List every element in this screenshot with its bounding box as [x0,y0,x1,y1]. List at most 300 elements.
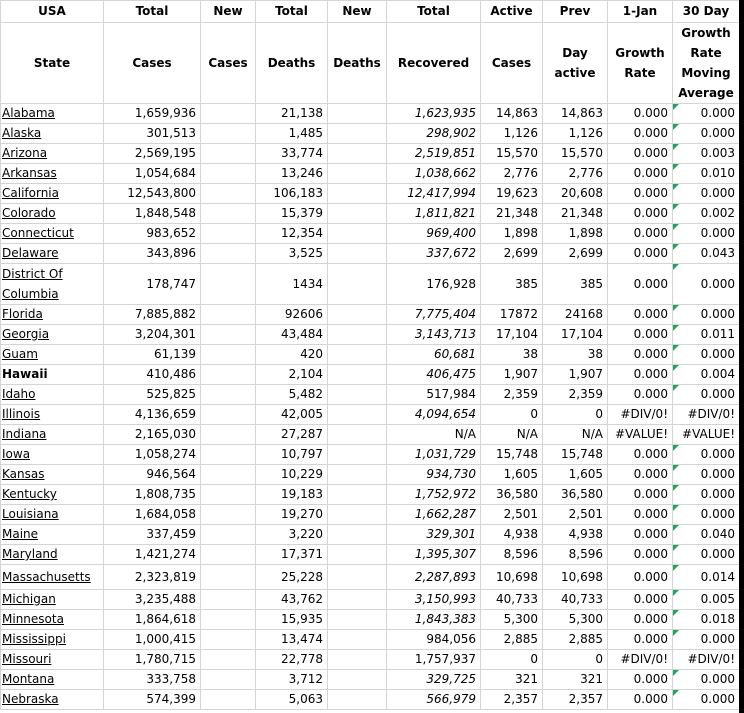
ma-cell[interactable]: 0.002 [673,204,740,224]
new-deaths-cell[interactable] [328,184,387,204]
total-cases-cell[interactable]: 2,323,819 [104,565,201,590]
active-cell[interactable]: 36,580 [481,485,543,505]
ma-cell[interactable]: 0.000 [673,465,740,485]
new-cases-cell[interactable] [201,264,256,305]
col-prev-day-active-header-top[interactable]: Prev [543,1,608,23]
new-deaths-cell[interactable] [328,545,387,565]
state-link[interactable]: California [2,186,59,200]
total-cases-cell[interactable]: 1,808,735 [104,485,201,505]
prev-cell[interactable]: 2,885 [543,630,608,650]
new-cases-cell[interactable] [201,244,256,264]
growth-cell[interactable]: 0.000 [608,144,673,164]
total-deaths-cell[interactable]: 1,485 [256,124,328,144]
prev-cell[interactable]: 2,359 [543,385,608,405]
recovered-cell[interactable]: 337,672 [387,244,481,264]
recovered-cell[interactable]: 1,038,662 [387,164,481,184]
state-cell[interactable] [1,590,104,610]
new-deaths-cell[interactable] [328,365,387,385]
growth-cell[interactable]: 0.000 [608,565,673,590]
state-cell[interactable] [1,425,104,445]
state-cell[interactable] [1,465,104,485]
new-deaths-cell[interactable] [328,305,387,325]
state-cell[interactable] [1,144,104,164]
total-cases-cell[interactable]: 410,486 [104,365,201,385]
active-cell[interactable]: 15,570 [481,144,543,164]
new-cases-cell[interactable] [201,650,256,670]
total-deaths-cell[interactable]: 15,379 [256,204,328,224]
growth-cell[interactable]: 0.000 [608,325,673,345]
growth-cell[interactable]: 0.000 [608,124,673,144]
new-cases-cell[interactable] [201,525,256,545]
ma-cell[interactable]: 0.040 [673,525,740,545]
prev-cell[interactable]: 0 [543,405,608,425]
growth-cell[interactable]: 0.000 [608,104,673,124]
state-link[interactable]: Alabama [2,106,55,120]
ma-cell[interactable]: 0.000 [673,545,740,565]
total-cases-cell[interactable]: 3,235,488 [104,590,201,610]
growth-cell[interactable]: 0.000 [608,365,673,385]
prev-cell[interactable]: 1,907 [543,365,608,385]
new-deaths-cell[interactable] [328,690,387,710]
new-cases-cell[interactable] [201,610,256,630]
col-new-deaths-header-top[interactable]: New [328,1,387,23]
recovered-cell[interactable]: 1,031,729 [387,445,481,465]
ma-cell[interactable]: 0.004 [673,365,740,385]
state-cell[interactable] [1,204,104,224]
new-deaths-cell[interactable] [328,385,387,405]
ma-cell[interactable]: 0.000 [673,124,740,144]
prev-cell[interactable]: 1,126 [543,124,608,144]
total-cases-cell[interactable]: 301,513 [104,124,201,144]
col-active-cases-header-top[interactable]: Active [481,1,543,23]
prev-cell[interactable]: 385 [543,264,608,305]
prev-cell[interactable]: 15,570 [543,144,608,164]
total-deaths-cell[interactable]: 420 [256,345,328,365]
state-cell[interactable] [1,485,104,505]
active-cell[interactable]: 17872 [481,305,543,325]
new-cases-cell[interactable] [201,204,256,224]
recovered-cell[interactable]: 60,681 [387,345,481,365]
new-cases-cell[interactable] [201,445,256,465]
recovered-cell[interactable]: 2,519,851 [387,144,481,164]
growth-cell[interactable]: 0.000 [608,505,673,525]
recovered-cell[interactable]: 1,395,307 [387,545,481,565]
state-cell[interactable] [1,690,104,710]
col-total-deaths-header-top[interactable]: Total [256,1,328,23]
prev-cell[interactable]: 2,776 [543,164,608,184]
total-deaths-cell[interactable]: 3,525 [256,244,328,264]
active-cell[interactable]: 10,698 [481,565,543,590]
new-deaths-cell[interactable] [328,405,387,425]
state-cell[interactable] [1,365,104,385]
growth-cell[interactable]: 0.000 [608,184,673,204]
col-total-recovered-header[interactable]: Recovered [387,23,481,104]
state-link[interactable]: Nebraska [2,692,59,706]
active-cell[interactable]: 1,907 [481,365,543,385]
active-cell[interactable]: 14,863 [481,104,543,124]
state-cell[interactable] [1,345,104,365]
active-cell[interactable]: 17,104 [481,325,543,345]
state-cell[interactable] [1,565,104,590]
state-link[interactable]: Arizona [2,146,48,160]
growth-cell[interactable]: 0.000 [608,445,673,465]
ma-cell[interactable]: 0.000 [673,485,740,505]
new-deaths-cell[interactable] [328,264,387,305]
ma-cell[interactable]: 0.000 [673,630,740,650]
total-deaths-cell[interactable]: 2,104 [256,365,328,385]
new-deaths-cell[interactable] [328,505,387,525]
recovered-cell[interactable]: 934,730 [387,465,481,485]
growth-cell[interactable]: 0.000 [608,385,673,405]
prev-cell[interactable]: 321 [543,670,608,690]
col-active-cases-header[interactable]: Cases [481,23,543,104]
ma-cell[interactable]: 0.000 [673,264,740,305]
total-deaths-cell[interactable]: 106,183 [256,184,328,204]
ma-cell[interactable]: 0.005 [673,590,740,610]
recovered-cell[interactable]: 517,984 [387,385,481,405]
active-cell[interactable]: 8,596 [481,545,543,565]
active-cell[interactable]: 2,501 [481,505,543,525]
growth-cell[interactable]: 0.000 [608,264,673,305]
recovered-cell[interactable]: 1,662,287 [387,505,481,525]
total-cases-cell[interactable]: 12,543,800 [104,184,201,204]
col-new-deaths-header[interactable]: Deaths [328,23,387,104]
growth-cell[interactable]: 0.000 [608,545,673,565]
col-new-cases-header-top[interactable]: New [201,1,256,23]
new-deaths-cell[interactable] [328,244,387,264]
total-cases-cell[interactable]: 574,399 [104,690,201,710]
new-cases-cell[interactable] [201,305,256,325]
total-cases-cell[interactable]: 337,459 [104,525,201,545]
new-deaths-cell[interactable] [328,124,387,144]
ma-cell[interactable]: 0.000 [673,505,740,525]
new-cases-cell[interactable] [201,164,256,184]
state-link[interactable]: Indiana [2,427,47,441]
state-cell[interactable] [1,264,104,305]
prev-cell[interactable]: N/A [543,425,608,445]
new-cases-cell[interactable] [201,184,256,204]
ma-cell[interactable]: #VALUE! [673,425,740,445]
ma-cell[interactable]: #DIV/0! [673,650,740,670]
state-cell[interactable] [1,244,104,264]
prev-cell[interactable]: 4,938 [543,525,608,545]
total-deaths-cell[interactable]: 17,371 [256,545,328,565]
total-deaths-cell[interactable]: 10,229 [256,465,328,485]
recovered-cell[interactable]: 1,623,935 [387,104,481,124]
new-cases-cell[interactable] [201,630,256,650]
total-deaths-cell[interactable]: 27,287 [256,425,328,445]
total-deaths-cell[interactable]: 1434 [256,264,328,305]
prev-cell[interactable]: 40,733 [543,590,608,610]
new-cases-cell[interactable] [201,104,256,124]
active-cell[interactable]: 2,699 [481,244,543,264]
total-cases-cell[interactable]: 2,569,195 [104,144,201,164]
recovered-cell[interactable]: 566,979 [387,690,481,710]
col-total-cases-header-top[interactable]: Total [104,1,201,23]
prev-cell[interactable]: 10,698 [543,565,608,590]
new-cases-cell[interactable] [201,590,256,610]
new-deaths-cell[interactable] [328,630,387,650]
state-cell[interactable] [1,525,104,545]
recovered-cell[interactable]: 1,843,383 [387,610,481,630]
ma-cell[interactable]: 0.010 [673,164,740,184]
active-cell[interactable]: 385 [481,264,543,305]
state-link[interactable]: Iowa [2,447,31,461]
ma-cell[interactable]: 0.000 [673,670,740,690]
total-cases-cell[interactable]: 1,848,548 [104,204,201,224]
col-moving-average-header-top[interactable]: 30 Day [673,1,740,23]
new-deaths-cell[interactable] [328,425,387,445]
state-cell[interactable] [1,164,104,184]
state-link[interactable]: Massachusetts [2,569,91,584]
recovered-cell[interactable]: 3,143,713 [387,325,481,345]
ma-cell[interactable]: 0.018 [673,610,740,630]
col-total-cases-header[interactable]: Cases [104,23,201,104]
prev-cell[interactable]: 2,699 [543,244,608,264]
ma-cell[interactable]: 0.043 [673,244,740,264]
new-deaths-cell[interactable] [328,670,387,690]
new-cases-cell[interactable] [201,224,256,244]
active-cell[interactable]: 15,748 [481,445,543,465]
new-deaths-cell[interactable] [328,104,387,124]
active-cell[interactable]: 19,623 [481,184,543,204]
active-cell[interactable]: 2,359 [481,385,543,405]
state-cell[interactable] [1,124,104,144]
state-cell[interactable] [1,650,104,670]
state-link[interactable]: Maryland [2,547,58,561]
prev-cell[interactable]: 14,863 [543,104,608,124]
state-cell[interactable] [1,670,104,690]
prev-cell[interactable]: 2,357 [543,690,608,710]
state-cell[interactable] [1,184,104,204]
total-deaths-cell[interactable]: 25,228 [256,565,328,590]
total-deaths-cell[interactable]: 92606 [256,305,328,325]
growth-cell[interactable]: 0.000 [608,525,673,545]
total-cases-cell[interactable]: 946,564 [104,465,201,485]
total-cases-cell[interactable]: 1,054,684 [104,164,201,184]
ma-cell[interactable]: 0.000 [673,445,740,465]
growth-cell[interactable]: 0.000 [608,590,673,610]
total-cases-cell[interactable]: 333,758 [104,670,201,690]
new-cases-cell[interactable] [201,425,256,445]
state-cell[interactable] [1,385,104,405]
new-cases-cell[interactable] [201,325,256,345]
recovered-cell[interactable]: 1,757,937 [387,650,481,670]
new-cases-cell[interactable] [201,565,256,590]
recovered-cell[interactable]: 329,725 [387,670,481,690]
new-cases-cell[interactable] [201,124,256,144]
total-deaths-cell[interactable]: 22,778 [256,650,328,670]
new-deaths-cell[interactable] [328,224,387,244]
state-link[interactable]: Idaho [2,387,36,401]
new-cases-cell[interactable] [201,465,256,485]
prev-cell[interactable]: 15,748 [543,445,608,465]
col-growth-rate-header-top[interactable]: 1-Jan [608,1,673,23]
total-cases-cell[interactable]: 1,058,274 [104,445,201,465]
recovered-cell[interactable]: 7,775,404 [387,305,481,325]
active-cell[interactable]: N/A [481,425,543,445]
growth-cell[interactable]: 0.000 [608,465,673,485]
ma-cell[interactable]: 0.000 [673,345,740,365]
new-deaths-cell[interactable] [328,445,387,465]
new-deaths-cell[interactable] [328,345,387,365]
new-cases-cell[interactable] [201,690,256,710]
recovered-cell[interactable]: 4,094,654 [387,405,481,425]
recovered-cell[interactable]: 984,056 [387,630,481,650]
total-deaths-cell[interactable]: 10,797 [256,445,328,465]
state-cell[interactable] [1,405,104,425]
total-deaths-cell[interactable]: 43,762 [256,590,328,610]
state-cell[interactable] [1,505,104,525]
ma-cell[interactable]: 0.000 [673,104,740,124]
ma-cell[interactable]: 0.000 [673,385,740,405]
ma-cell[interactable]: 0.000 [673,305,740,325]
state-link[interactable]: District Of Columbia [2,267,63,301]
prev-cell[interactable]: 36,580 [543,485,608,505]
state-link[interactable]: Kentucky [2,487,57,501]
ma-cell[interactable]: #DIV/0! [673,405,740,425]
recovered-cell[interactable]: 3,150,993 [387,590,481,610]
col-total-deaths-header[interactable]: Deaths [256,23,328,104]
state-link[interactable]: Minnesota [2,612,64,626]
total-cases-cell[interactable]: 1,684,058 [104,505,201,525]
ma-cell[interactable]: 0.014 [673,565,740,590]
total-cases-cell[interactable]: 4,136,659 [104,405,201,425]
col-new-cases-header[interactable]: Cases [201,23,256,104]
growth-cell[interactable]: 0.000 [608,244,673,264]
total-deaths-cell[interactable]: 19,183 [256,485,328,505]
prev-cell[interactable]: 21,348 [543,204,608,224]
new-deaths-cell[interactable] [328,565,387,590]
ma-cell[interactable]: 0.003 [673,144,740,164]
state-link[interactable]: Michigan [2,592,56,606]
recovered-cell[interactable]: 1,752,972 [387,485,481,505]
prev-cell[interactable]: 2,501 [543,505,608,525]
total-cases-cell[interactable]: 983,652 [104,224,201,244]
prev-cell[interactable]: 0 [543,650,608,670]
state-link[interactable]: Montana [2,672,55,686]
ma-cell[interactable]: 0.000 [673,690,740,710]
prev-cell[interactable]: 38 [543,345,608,365]
state-cell[interactable] [1,325,104,345]
state-link[interactable]: Maine [2,527,39,541]
active-cell[interactable]: 5,300 [481,610,543,630]
new-deaths-cell[interactable] [328,650,387,670]
new-cases-cell[interactable] [201,545,256,565]
recovered-cell[interactable]: 406,475 [387,365,481,385]
prev-cell[interactable]: 8,596 [543,545,608,565]
total-cases-cell[interactable]: 1,421,274 [104,545,201,565]
total-deaths-cell[interactable]: 42,005 [256,405,328,425]
total-cases-cell[interactable]: 61,139 [104,345,201,365]
new-cases-cell[interactable] [201,345,256,365]
new-deaths-cell[interactable] [328,204,387,224]
state-cell[interactable] [1,305,104,325]
total-cases-cell[interactable]: 178,747 [104,264,201,305]
total-cases-cell[interactable]: 343,896 [104,244,201,264]
growth-cell[interactable]: 0.000 [608,610,673,630]
active-cell[interactable]: 40,733 [481,590,543,610]
total-deaths-cell[interactable]: 33,774 [256,144,328,164]
state-link[interactable]: Connecticut [2,226,74,240]
new-deaths-cell[interactable] [328,164,387,184]
total-cases-cell[interactable]: 1,000,415 [104,630,201,650]
active-cell[interactable]: 2,776 [481,164,543,184]
active-cell[interactable]: 1,898 [481,224,543,244]
growth-cell[interactable]: #DIV/0! [608,650,673,670]
total-deaths-cell[interactable]: 15,935 [256,610,328,630]
total-cases-cell[interactable]: 7,885,882 [104,305,201,325]
total-cases-cell[interactable]: 2,165,030 [104,425,201,445]
new-deaths-cell[interactable] [328,610,387,630]
growth-cell[interactable]: 0.000 [608,164,673,184]
active-cell[interactable]: 4,938 [481,525,543,545]
total-deaths-cell[interactable]: 3,220 [256,525,328,545]
new-deaths-cell[interactable] [328,590,387,610]
prev-cell[interactable]: 1,605 [543,465,608,485]
recovered-cell[interactable]: 12,417,994 [387,184,481,204]
state-cell[interactable] [1,630,104,650]
new-deaths-cell[interactable] [328,465,387,485]
prev-cell[interactable]: 17,104 [543,325,608,345]
col-usa-header-top[interactable]: USA [1,1,104,23]
state-link[interactable]: Georgia [2,327,50,341]
state-link[interactable]: Arkansas [2,166,57,180]
total-cases-cell[interactable]: 1,780,715 [104,650,201,670]
state-cell[interactable] [1,445,104,465]
active-cell[interactable]: 0 [481,405,543,425]
state-link[interactable]: Kansas [2,467,45,481]
new-cases-cell[interactable] [201,385,256,405]
total-cases-cell[interactable]: 1,659,936 [104,104,201,124]
recovered-cell[interactable]: 176,928 [387,264,481,305]
growth-cell[interactable]: 0.000 [608,630,673,650]
recovered-cell[interactable]: N/A [387,425,481,445]
growth-cell[interactable]: 0.000 [608,485,673,505]
ma-cell[interactable]: 0.011 [673,325,740,345]
state-link[interactable]: Hawaii [2,367,48,381]
prev-cell[interactable]: 20,608 [543,184,608,204]
state-link[interactable]: Mississippi [2,632,66,646]
recovered-cell[interactable]: 329,301 [387,525,481,545]
new-cases-cell[interactable] [201,365,256,385]
growth-cell[interactable]: 0.000 [608,670,673,690]
recovered-cell[interactable]: 2,287,893 [387,565,481,590]
active-cell[interactable]: 321 [481,670,543,690]
total-deaths-cell[interactable]: 3,712 [256,670,328,690]
state-cell[interactable] [1,224,104,244]
total-deaths-cell[interactable]: 13,246 [256,164,328,184]
prev-cell[interactable]: 5,300 [543,610,608,630]
growth-cell[interactable]: 0.000 [608,305,673,325]
total-deaths-cell[interactable]: 13,474 [256,630,328,650]
state-link[interactable]: Louisiana [2,507,59,521]
ma-cell[interactable]: 0.000 [673,224,740,244]
prev-cell[interactable]: 24168 [543,305,608,325]
new-deaths-cell[interactable] [328,485,387,505]
new-cases-cell[interactable] [201,485,256,505]
new-deaths-cell[interactable] [328,144,387,164]
total-deaths-cell[interactable]: 5,063 [256,690,328,710]
active-cell[interactable]: 2,357 [481,690,543,710]
recovered-cell[interactable]: 969,400 [387,224,481,244]
total-cases-cell[interactable]: 3,204,301 [104,325,201,345]
state-cell[interactable] [1,610,104,630]
total-deaths-cell[interactable]: 5,482 [256,385,328,405]
recovered-cell[interactable]: 298,902 [387,124,481,144]
state-link[interactable]: Alaska [2,126,42,140]
growth-cell[interactable]: 0.000 [608,224,673,244]
